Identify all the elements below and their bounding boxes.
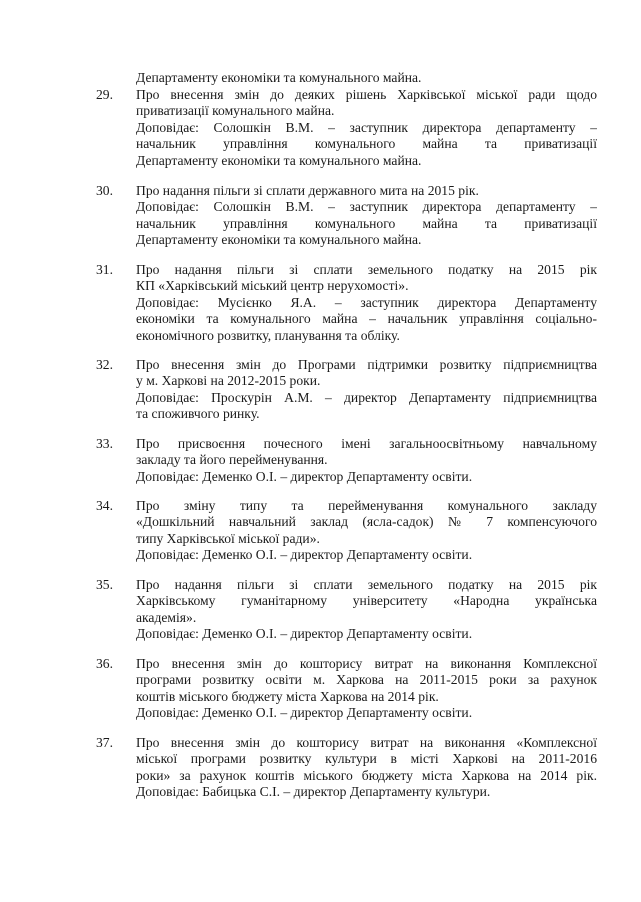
- item-line: Доповідає: Деменко О.І. – директор Департаменту освіти.: [136, 468, 473, 484]
- item-line: Доповідає: Бабицька С.І. – директор Департаменту культури.: [136, 784, 491, 800]
- item-line: Про внесення змін до Програми підтримки розвитку підприємництва: [136, 357, 597, 372]
- item-number: 32.: [96, 357, 113, 372]
- item-text: [136, 498, 597, 564]
- item-line: Доповідає: Солошкін В.М. – заступник директора департаменту –: [136, 199, 597, 215]
- item-line: Харківському гуманітарному університету «Народна українська: [136, 593, 597, 609]
- item-line: КП «Харківський міський центр нерухомості».: [136, 278, 409, 294]
- item-line: економічного розвитку, планування та обліку.: [136, 327, 400, 343]
- item-line: типу Харківської міської ради».: [136, 530, 320, 546]
- item-line: Доповідає: Деменко О.І. – директор Департаменту освіти.: [136, 547, 473, 563]
- item-number: 34.: [96, 498, 113, 513]
- item-line: коштів міського бюджету міста Харкова на 2014 рік.: [136, 688, 439, 704]
- carry-over-line: Департаменту економіки та комунального майна.: [136, 70, 422, 85]
- item-text: [136, 87, 597, 169]
- item-line: роки» за рахунок коштів міського бюджету міста Харкова на 2014 рік.: [136, 767, 597, 783]
- item-line: Про зміну типу та перейменування комунального закладу: [136, 498, 597, 513]
- item-text: [136, 735, 597, 801]
- item-text: [136, 656, 597, 722]
- item-line: Департаменту економіки та комунального майна.: [136, 232, 422, 248]
- item-line: Доповідає: Мусієнко Я.А. – заступник директора Департаменту: [136, 294, 597, 310]
- item-text: [136, 577, 597, 643]
- item-number: 31.: [96, 262, 113, 277]
- item-line: Доповідає: Деменко О.І. – директор Департаменту освіти.: [136, 705, 473, 721]
- item-line: Про надання пільги зі сплати земельного податку на 2015 рік: [136, 577, 597, 592]
- item-line: у м. Харкові на 2012-2015 роки.: [136, 373, 321, 389]
- item-line: Про внесення змін до кошторису витрат на виконання Комплексної: [136, 656, 597, 671]
- item-line: Про внесення змін до деяких рішень Харківської міської ради щодо: [136, 87, 597, 102]
- item-line: та споживчого ринку.: [136, 406, 260, 422]
- item-line: академія».: [136, 609, 197, 625]
- item-line: Доповідає: Проскурін А.М. – директор Департаменту підприємництва: [136, 389, 597, 405]
- item-line: Про надання пільги зі сплати державного мита на 2015 рік.: [136, 183, 479, 198]
- item-number: 37.: [96, 735, 113, 750]
- item-text: [136, 436, 597, 485]
- item-line: приватизації комунального майна.: [136, 103, 335, 119]
- item-text: [136, 357, 597, 423]
- item-number: 29.: [96, 87, 113, 102]
- item-line: програми розвитку освіти м. Харкова на 2011-2015 роки за рахунок: [136, 672, 597, 688]
- item-line: Про надання пільги зі сплати земельного податку на 2015 рік: [136, 262, 597, 277]
- item-line: Про внесення змін до кошторису витрат на виконання «Комплексної: [136, 735, 597, 750]
- item-line: закладу та його перейменування.: [136, 452, 328, 468]
- item-line: міської програми розвитку культури в місті Харкові на 2011-2016: [136, 751, 597, 767]
- item-line: начальник управління комунального майна та приватизації: [136, 215, 597, 231]
- item-text: [136, 183, 597, 249]
- item-number: 36.: [96, 656, 113, 671]
- item-number: 35.: [96, 577, 113, 592]
- item-line: «Дошкільний навчальний заклад (ясла-садок) № 7 компенсуючого: [136, 514, 597, 530]
- item-line: Доповідає: Деменко О.І. – директор Департаменту освіти.: [136, 626, 473, 642]
- item-line: начальник управління комунального майна та приватизації: [136, 136, 597, 152]
- item-line: Про присвоєння почесного імені загальноосвітньому навчальному: [136, 436, 597, 451]
- item-line: Доповідає: Солошкін В.М. – заступник директора департаменту –: [136, 119, 597, 135]
- item-line: економіки та комунального майна – начальник управління соціально-: [136, 311, 597, 327]
- item-number: 33.: [96, 436, 113, 451]
- item-text: [136, 262, 597, 344]
- item-line: Департаменту економіки та комунального майна.: [136, 152, 422, 168]
- item-number: 30.: [96, 183, 113, 198]
